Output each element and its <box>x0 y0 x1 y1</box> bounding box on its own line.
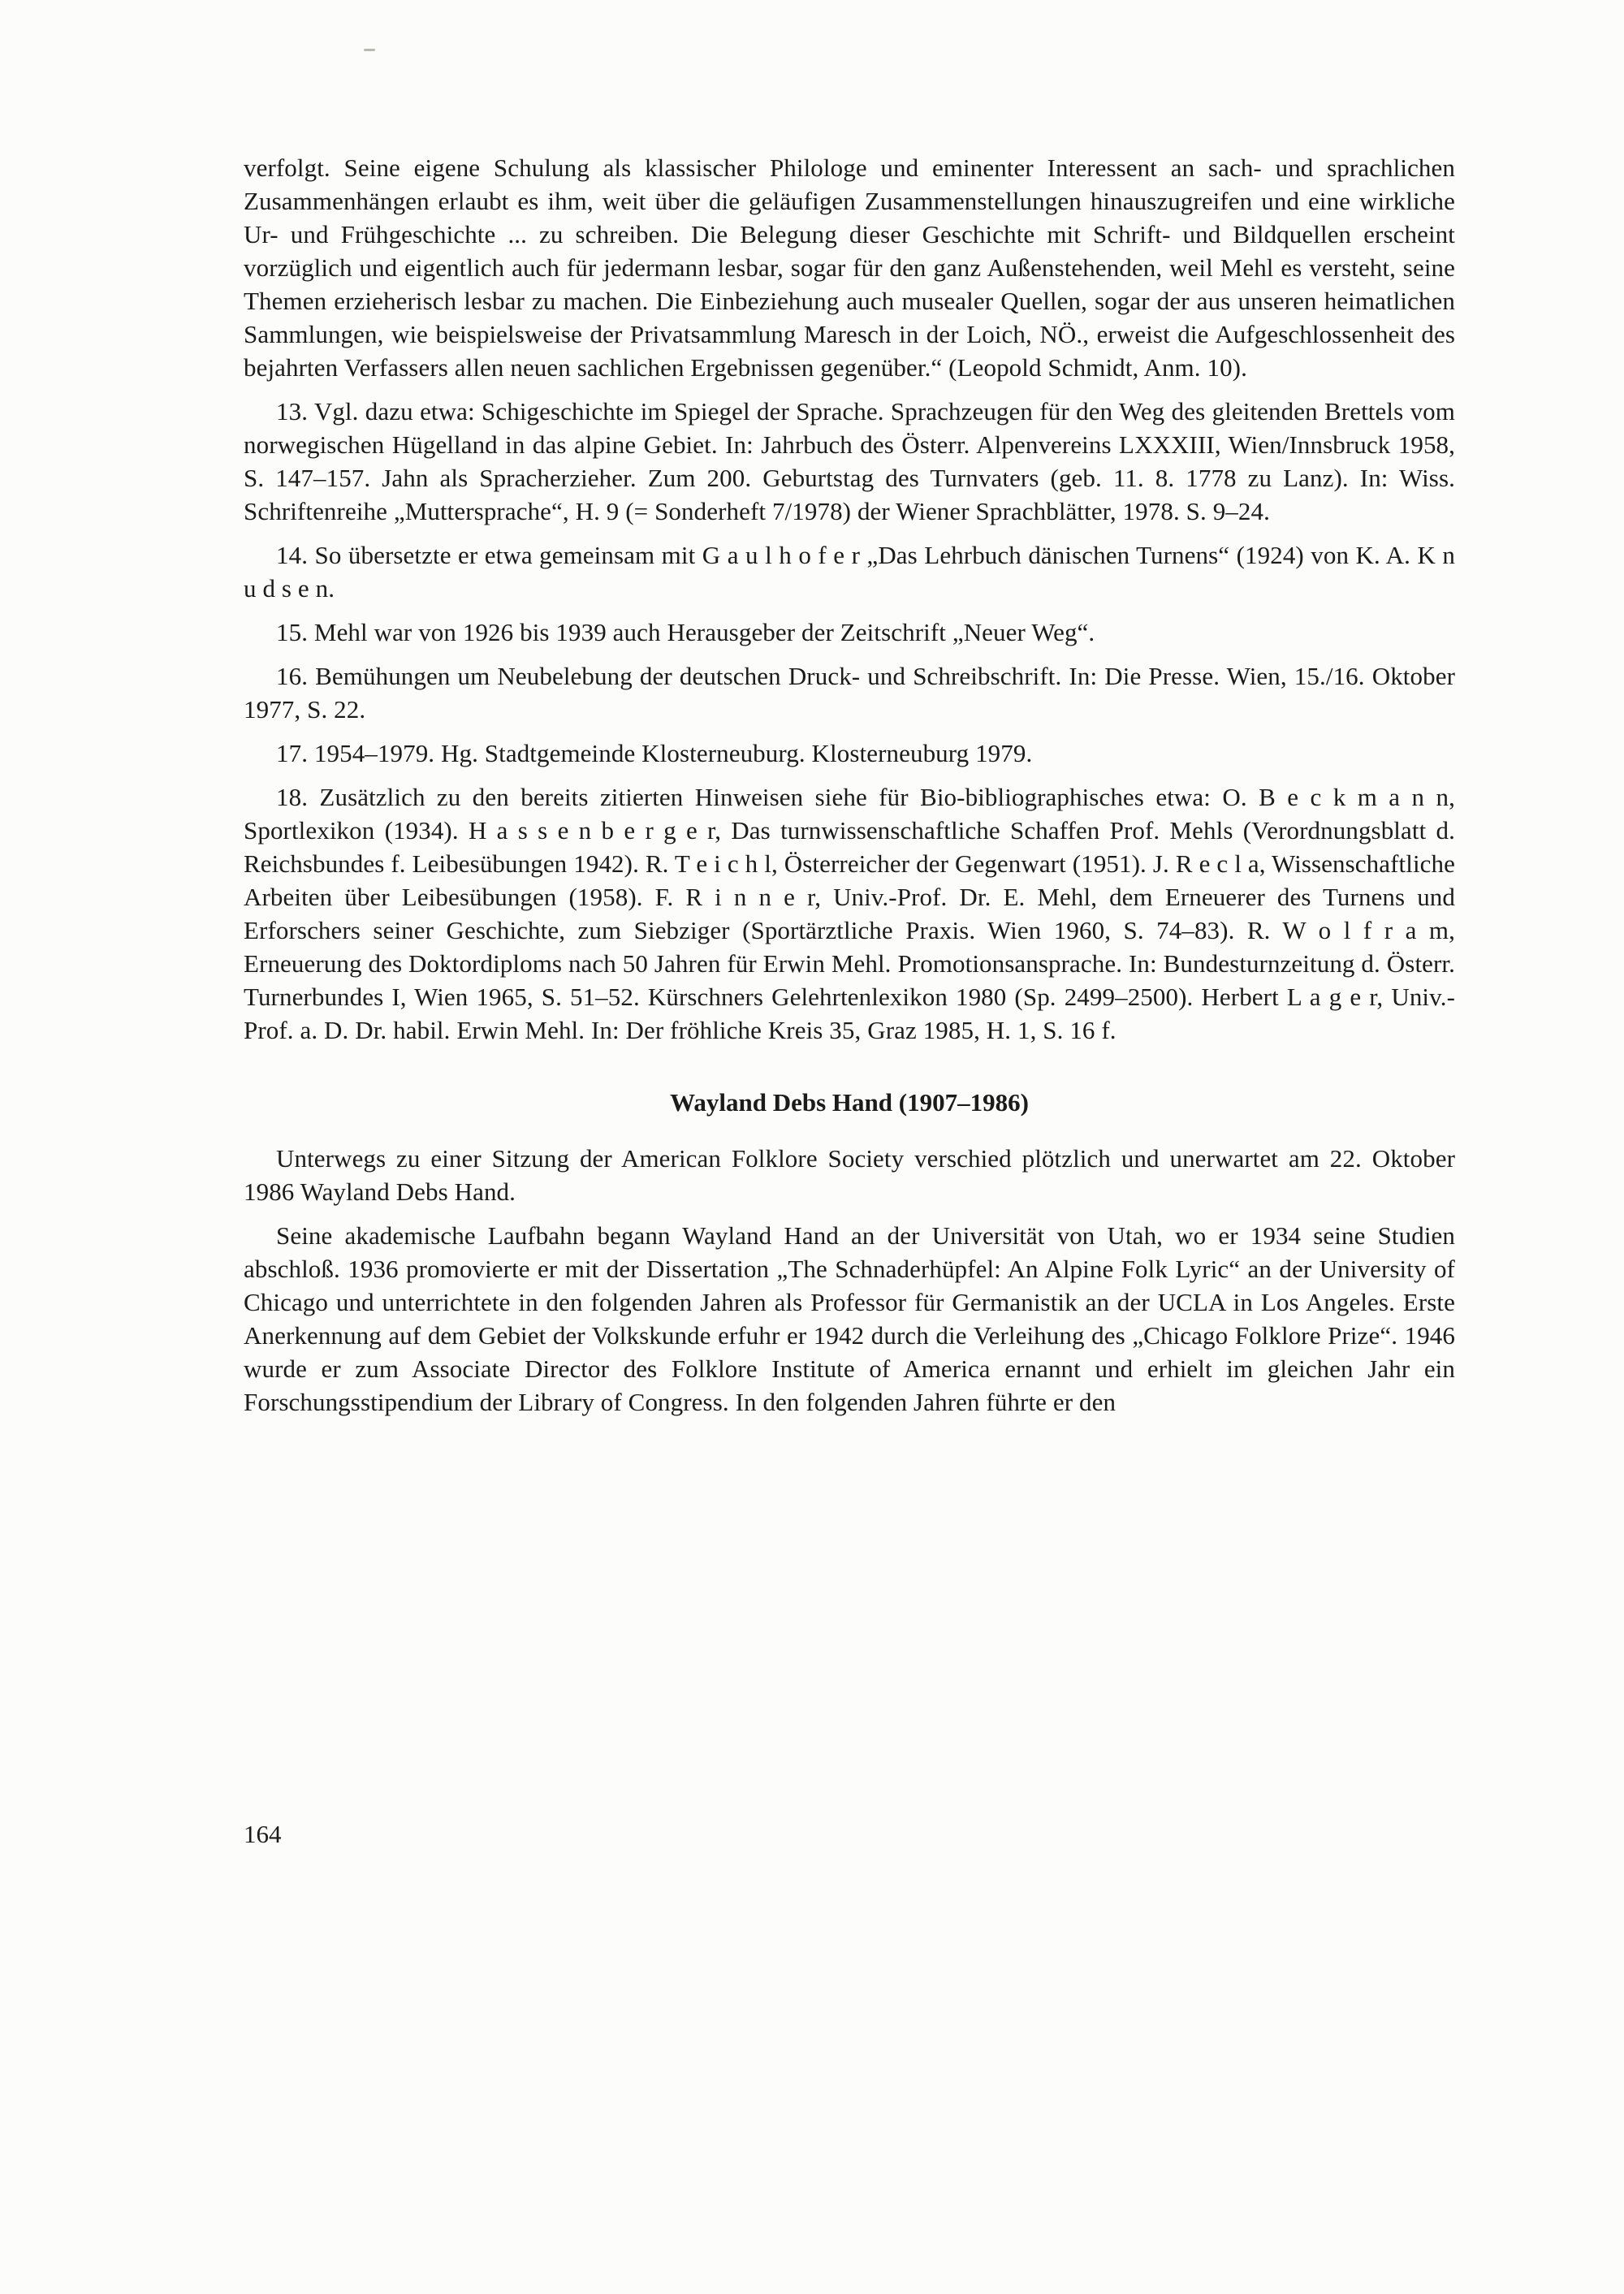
footnote-17: 17. 1954–1979. Hg. Stadtgemeinde Klosterneuburg. Klosterneuburg 1979. <box>276 739 1033 767</box>
footnote-13: 13. Vgl. dazu etwa: Schigeschichte im Spiegel der Sprache. Sprachzeugen für den Weg des gleitenden Brettels vom norwegischen Hügelland in das alpine Gebiet. In: Jahrbuch des Österr. Alpenvereins LXXXIII, Wien/Innsbruck 1958, S. 147–157. Jahn als Spracherzieher. Zum 200. Geburtstag des Turnvaters (geb. 11. 8. 1778 zu Lanz). In: Wiss. Schriftenreihe „Muttersprache“, H. 9 (= Sonderheft 7/1978) der Wiener Sprachblätter, 1978. S. 9–24. <box>244 397 1455 525</box>
footnote-14: 14. So übersetzte er etwa gemeinsam mit G a u l h o f e r „Das Lehrbuch dänischen Turnens“ (1924) von K. A. K n u d s e n. <box>244 541 1455 603</box>
footnote-16: 16. Bemühungen um Neubelebung der deutschen Druck- und Schreibschrift. In: Die Presse. Wien, 15./16. Oktober 1977, S. 22. <box>244 662 1455 724</box>
footnote-15: 15. Mehl war von 1926 bis 1939 auch Herausgeber der Zeitschrift „Neuer Weg“. <box>276 618 1095 646</box>
scan-speck <box>364 49 375 51</box>
obituary-paragraph-2: Seine akademische Laufbahn begann Wayland Hand an der Universität von Utah, wo er 1934 seine Studien abschloß. 1936 promovierte er mit der Dissertation „The Schnaderhüpfel: An Alpine Folk Lyric“ an der University of Chicago und unterrichtete in den folgenden Jahren als Professor für Germanistik an der UCLA in Los Angeles. Erste Anerkennung auf dem Gebiet der Volkskunde erfuhr er 1942 durch die Verleihung des „Chicago Folklore Prize“. 1946 wurde er zum Associate Director des Folklore Institute of America ernannt und erhielt im gleichen Jahr ein Forschungsstipendium der Library of Congress. In den folgenden Jahren führte er den <box>244 1221 1455 1416</box>
footnote-18: 18. Zusätzlich zu den bereits zitierten Hinweisen siehe für Bio-bibliographisches etwa: O. B e c k m a n n, Sportlexikon (1934). H a s s e n b e r g e r, Das turnwissenschaftliche Schaffen Prof. Mehls (Verordnungsblatt d. Reichsbundes f. Leibesübungen 1942). R. T e i c h l, Österreicher der Gegenwart (1951). J. R e c l a, Wissenschaftliche Arbeiten über Leibesübungen (1958). F. R i n n e r, Univ.-Prof. Dr. E. Mehl, dem Erneuerer des Turnens und Erforschers seiner Geschichte, zum Siebziger (Sportärztliche Praxis. Wien 1960, S. 74–83). R. W o l f r a m, Erneuerung des Doktordiploms nach 50 Jahren für Erwin Mehl. Promotionsansprache. In: Bundesturnzeitung d. Österr. Turnerbundes I, Wien 1965, S. 51–52. Kürschners Gelehrtenlexikon 1980 (Sp. 2499–2500). Herbert L a g e r, Univ.-Prof. a. D. Dr. habil. Erwin Mehl. In: Der fröhliche Kreis 35, Graz 1985, H. 1, S. 16 f. <box>244 783 1455 1044</box>
obituary-paragraph-1: Unterwegs zu einer Sitzung der American Folklore Society verschied plötzlich und unerwartet am 22. Oktober 1986 Wayland Debs Hand. <box>244 1144 1455 1206</box>
section-heading-wayland-debs-hand: Wayland Debs Hand (1907–1986) <box>670 1088 1029 1117</box>
page-number: 164 <box>244 1820 282 1848</box>
quote-continuation-paragraph: verfolgt. Seine eigene Schulung als klassischer Philologe und eminenter Interessent an sach- und sprachlichen Zusammenhängen erlaubt es ihm, weit über die geläufigen Zusammenstellungen hinauszugreifen und eine wirkliche Ur- und Frühgeschichte ... zu schreiben. Die Belegung dieser Geschichte mit Schrift- und Bildquellen erscheint vorzüglich und eigentlich auch für jedermann lesbar, sogar für den ganz Außenstehenden, weil Mehl es versteht, seine Themen erzieherisch lesbar zu machen. Die Einbeziehung auch musealer Quellen, sogar der aus unseren heimatlichen Sammlungen, wie beispielsweise der Privatsammlung Maresch in der Loich, NÖ., erweist die Aufgeschlossenheit des bejahrten Verfassers allen neuen sachlichen Ergebnissen gegenüber.“ (Leopold Schmidt, Anm. 10). <box>244 153 1455 382</box>
page-content <box>244 151 1455 1419</box>
